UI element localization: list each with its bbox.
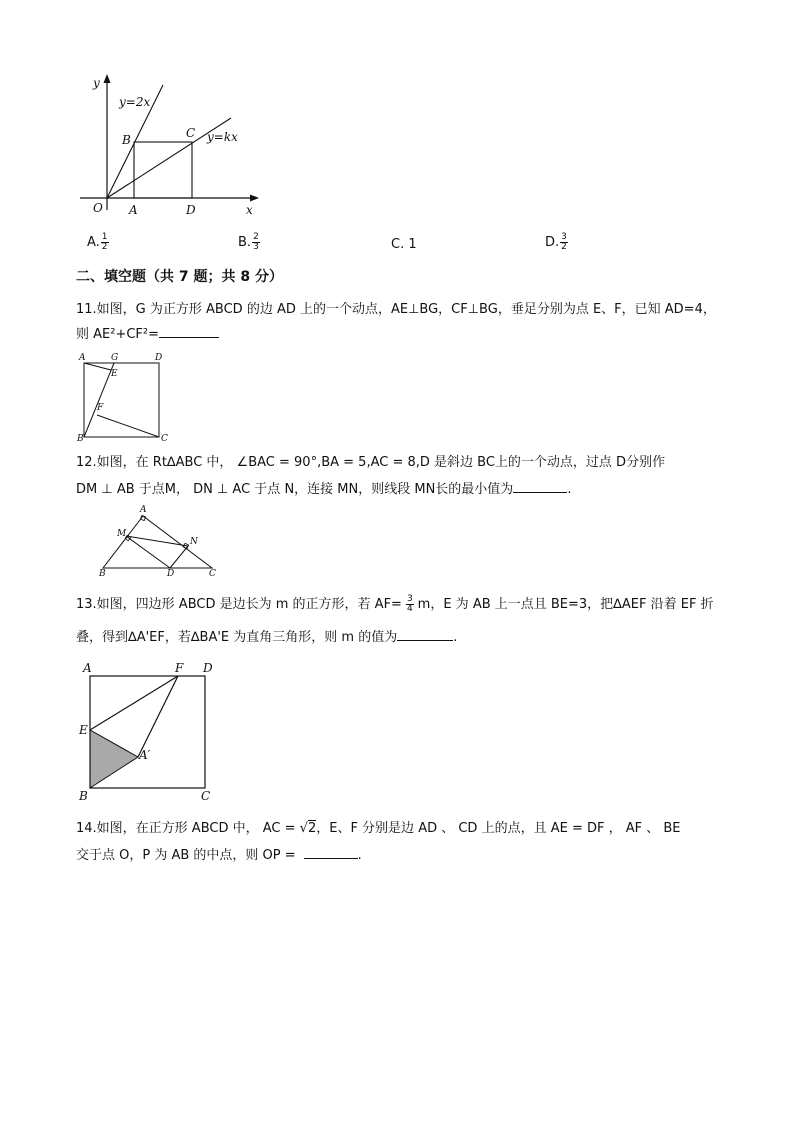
q12-label-c: C: [209, 569, 216, 579]
q11-text-line2: 则 AE²+CF²=: [76, 325, 219, 344]
shaded-triangle: [90, 730, 138, 788]
q12-label-a: A: [140, 505, 147, 515]
y-axis-label: y: [93, 76, 100, 90]
point-d-label: D: [186, 203, 196, 217]
q13-label-e: E: [79, 723, 88, 737]
q13-text-line2: 叠，得到∆A'EF，若∆BA'E 为直角三角形，则 m 的值为 .: [76, 630, 458, 645]
option-b: B. $\frac{2}{3}$: [238, 232, 259, 252]
line2-label: y=kx: [207, 130, 238, 144]
q13-label-f: F: [175, 661, 184, 675]
q11-label-g: G: [111, 353, 119, 363]
q13-label-d: D: [203, 661, 213, 675]
option-d: D. $\frac{3}{2}$: [545, 232, 567, 252]
point-a-label: A: [129, 203, 138, 217]
q11-label-f: F: [97, 403, 104, 413]
q13-text-line1: 13.如图，四边形 ABCD 是边长为 m 的正方形，若 AF= $\frac{3}{4}$ m，E 为 AB 上一点且 BE=3，把∆AEF 沿着 EF 折: [76, 594, 714, 614]
q11-label-a: A: [79, 353, 86, 363]
q13-label-c: C: [201, 789, 211, 803]
origin-label: O: [93, 201, 103, 215]
q13-label-b: B: [79, 789, 88, 803]
point-b-label: B: [122, 133, 131, 147]
point-c-label: C: [186, 126, 196, 140]
q12-label-d: D: [167, 569, 175, 579]
q12-label-n: N: [190, 537, 198, 547]
sqrt-symbol: √: [299, 821, 308, 836]
q14-answer-blank[interactable]: [304, 846, 358, 859]
q12-label-b: B: [99, 569, 106, 579]
line1-label: y=2x: [119, 95, 151, 109]
x-axis-label: x: [246, 203, 253, 217]
q11-label-c: C: [161, 434, 168, 444]
q11-label-e: E: [111, 369, 118, 379]
q12-label-m: M: [117, 529, 127, 539]
section-title: 二、填空题（共 7 题；共 8 分）: [76, 269, 283, 285]
q14-text-line2: 交于点 O，P 为 AB 的中点，则 OP = .: [76, 848, 362, 863]
q13-label-a-prime: A′: [139, 748, 151, 762]
q14-text-line1: 14.如图，在正方形 ABCD 中， AC = √2，E、F 分别是边 AD 、 CD 上的点，且 AE = DF ， AF 、 BE: [76, 821, 681, 836]
q11-label-b: B: [77, 434, 84, 444]
option-c: C. 1: [391, 237, 417, 252]
q11-label-d: D: [155, 353, 163, 363]
q13-label-a: A: [83, 661, 92, 675]
q12-text-line2: DM ⊥ AB 于点M， DN ⊥ AC 于点 N，连接 MN，则线段 MN长的最小值为 .: [76, 482, 572, 497]
q12-text-line1: 12.如图，在 Rt∆ABC 中， ∠BAC = 90°,BA = 5,AC = 8,D 是斜边 BC上的一个动点，过点 D分别作: [76, 455, 666, 470]
option-a: A. $\frac{1}{2}$: [87, 232, 108, 252]
q11-text-line1: 11.如图，G 为正方形 ABCD 的边 AD 上的一个动点，AE⊥BG，CF⊥BG，垂足分别为点 E、F，已知 AD=4，: [76, 302, 716, 317]
